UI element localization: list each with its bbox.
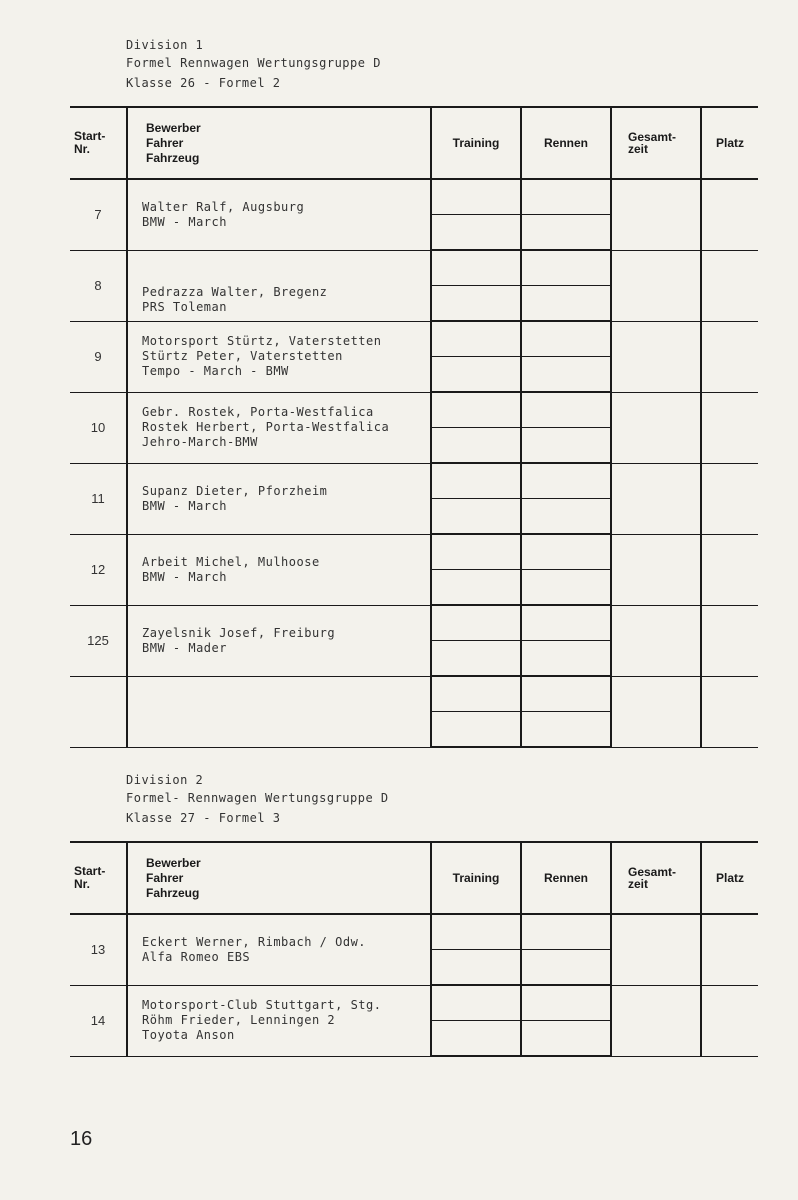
- rennen-cell: [521, 428, 611, 464]
- header-rennen: Rennen: [521, 107, 611, 179]
- training-cell: [431, 534, 521, 570]
- training-cell: [431, 950, 521, 986]
- rennen-cell: [521, 286, 611, 322]
- entrant-details: [127, 250, 431, 321]
- rennen-cell: [521, 357, 611, 393]
- entrant-line: Arbeit Michel, Mulhoose: [142, 554, 320, 569]
- start-number: 14: [70, 985, 127, 1056]
- start-number: 11: [70, 463, 127, 534]
- training-cell: [431, 499, 521, 535]
- vehicle-line: PRS Toleman: [142, 299, 227, 314]
- gesamtzeit-cell: [611, 534, 701, 605]
- gesamtzeit-cell: [611, 179, 701, 250]
- rennen-cell: [521, 950, 611, 986]
- vehicle-line: BMW - March: [142, 214, 227, 229]
- division-subtitle: Formel- Rennwagen Wertungsgruppe D: [126, 791, 389, 805]
- gesamtzeit-cell: [611, 321, 701, 392]
- start-number: 13: [70, 914, 127, 985]
- header-platz: Platz: [701, 842, 758, 914]
- entrant-line: Motorsport-Club Stuttgart, Stg.: [142, 998, 382, 1012]
- vehicle-line: Jehro-March-BMW: [142, 435, 258, 449]
- header-start-nr: Start- Nr.: [70, 107, 127, 179]
- table-row: [70, 250, 758, 286]
- training-cell: [431, 570, 521, 606]
- platz-cell: [701, 676, 758, 747]
- platz-cell: [701, 250, 758, 321]
- entrant-line: Motorsport Stürtz, Vaterstetten: [142, 334, 382, 348]
- table-row: [70, 985, 758, 1021]
- entrant-line: Pedrazza Walter, Bregenz: [142, 284, 328, 299]
- table-row: [70, 914, 758, 950]
- rennen-cell: [521, 641, 611, 677]
- rennen-cell: [521, 676, 611, 712]
- entrant-details: [127, 534, 431, 605]
- platz-cell: [701, 179, 758, 250]
- header-gesamtzeit: Gesamt- zeit: [611, 842, 701, 914]
- gesamtzeit-cell: [611, 250, 701, 321]
- section-2-heading: [126, 771, 389, 827]
- division-title: Division 2: [126, 773, 204, 787]
- training-cell: [431, 286, 521, 322]
- entrant-details: [127, 463, 431, 534]
- start-number: 125: [70, 605, 127, 676]
- rennen-cell: [521, 534, 611, 570]
- vehicle-line: Tempo - March - BMW: [142, 364, 289, 378]
- gesamtzeit-cell: [611, 914, 701, 985]
- platz-cell: [701, 321, 758, 392]
- training-cell: [431, 215, 521, 251]
- division-subtitle: Formel Rennwagen Wertungsgruppe D: [126, 56, 381, 70]
- rennen-cell: [521, 463, 611, 499]
- header-bewerber: Bewerber Fahrer Fahrzeug: [127, 107, 431, 179]
- section-1-heading: [126, 36, 381, 92]
- vehicle-line: BMW - Mader: [142, 640, 227, 655]
- platz-cell: [701, 463, 758, 534]
- vehicle-line: Toyota Anson: [142, 1028, 235, 1042]
- vehicle-line: BMW - March: [142, 498, 227, 513]
- rennen-cell: [521, 985, 611, 1021]
- entrant-details: [127, 179, 431, 250]
- rennen-cell: [521, 499, 611, 535]
- training-cell: [431, 1021, 521, 1057]
- entrant-line: Röhm Frieder, Lenningen 2: [142, 1013, 336, 1027]
- entrant-line: Rostek Herbert, Porta-Westfalica: [142, 420, 390, 434]
- start-number: 7: [70, 179, 127, 250]
- start-number: 12: [70, 534, 127, 605]
- start-number: [70, 676, 127, 747]
- platz-cell: [701, 985, 758, 1056]
- training-cell: [431, 463, 521, 499]
- table-row: [70, 605, 758, 641]
- training-cell: [431, 641, 521, 677]
- page-number: 16: [70, 1128, 93, 1150]
- training-cell: [431, 985, 521, 1021]
- rennen-cell: [521, 605, 611, 641]
- start-number: 10: [70, 392, 127, 463]
- training-cell: [431, 321, 521, 357]
- entrant-details: [127, 321, 431, 392]
- table-row: [70, 179, 758, 215]
- header-bewerber: Bewerber Fahrer Fahrzeug: [127, 842, 431, 914]
- entry-table-division-1: [70, 106, 758, 748]
- entrant-line: Walter Ralf, Augsburg: [142, 199, 305, 214]
- training-cell: [431, 428, 521, 464]
- rennen-cell: [521, 250, 611, 286]
- training-cell: [431, 676, 521, 712]
- training-cell: [431, 250, 521, 286]
- entrant-line: Gebr. Rostek, Porta-Westfalica: [142, 405, 374, 419]
- entry-table-division-2: [70, 841, 758, 1057]
- training-cell: [431, 392, 521, 428]
- klasse-title: Klasse 26 - Formel 2: [126, 76, 281, 90]
- entrant-details: [127, 605, 431, 676]
- table-row: [70, 534, 758, 570]
- rennen-cell: [521, 712, 611, 748]
- platz-cell: [701, 605, 758, 676]
- vehicle-line: Alfa Romeo EBS: [142, 949, 251, 964]
- entrant-details: [127, 676, 431, 747]
- gesamtzeit-cell: [611, 463, 701, 534]
- rennen-cell: [521, 570, 611, 606]
- rennen-cell: [521, 179, 611, 215]
- platz-cell: [701, 534, 758, 605]
- rennen-cell: [521, 914, 611, 950]
- entrant-details: [127, 985, 431, 1056]
- vehicle-line: BMW - March: [142, 569, 227, 584]
- header-training: Training: [431, 107, 521, 179]
- entrant-details: [127, 914, 431, 985]
- table-row: [70, 321, 758, 357]
- table-row: [70, 392, 758, 428]
- header-gesamtzeit: Gesamt- zeit: [611, 107, 701, 179]
- entrant-line: Supanz Dieter, Pforzheim: [142, 483, 328, 498]
- gesamtzeit-cell: [611, 676, 701, 747]
- table-row: [70, 463, 758, 499]
- klasse-title: Klasse 27 - Formel 3: [126, 811, 281, 825]
- training-cell: [431, 605, 521, 641]
- training-cell: [431, 179, 521, 215]
- training-cell: [431, 712, 521, 748]
- header-platz: Platz: [701, 107, 758, 179]
- start-number: 9: [70, 321, 127, 392]
- training-cell: [431, 357, 521, 393]
- gesamtzeit-cell: [611, 392, 701, 463]
- gesamtzeit-cell: [611, 605, 701, 676]
- gesamtzeit-cell: [611, 985, 701, 1056]
- rennen-cell: [521, 321, 611, 357]
- entrant-line: Eckert Werner, Rimbach / Odw.: [142, 934, 367, 949]
- rennen-cell: [521, 215, 611, 251]
- header-rennen: Rennen: [521, 842, 611, 914]
- platz-cell: [701, 914, 758, 985]
- entrant-line: Stürtz Peter, Vaterstetten: [142, 349, 343, 363]
- header-training: Training: [431, 842, 521, 914]
- table-header-row: [70, 107, 758, 179]
- platz-cell: [701, 392, 758, 463]
- table-row: [70, 676, 758, 712]
- entrant-details: [127, 392, 431, 463]
- rennen-cell: [521, 1021, 611, 1057]
- division-title: Division 1: [126, 38, 204, 52]
- entrant-line: Zayelsnik Josef, Freiburg: [142, 625, 336, 640]
- training-cell: [431, 914, 521, 950]
- header-start-nr: Start- Nr.: [70, 842, 127, 914]
- rennen-cell: [521, 392, 611, 428]
- table-header-row: [70, 842, 758, 914]
- start-number: 8: [70, 250, 127, 321]
